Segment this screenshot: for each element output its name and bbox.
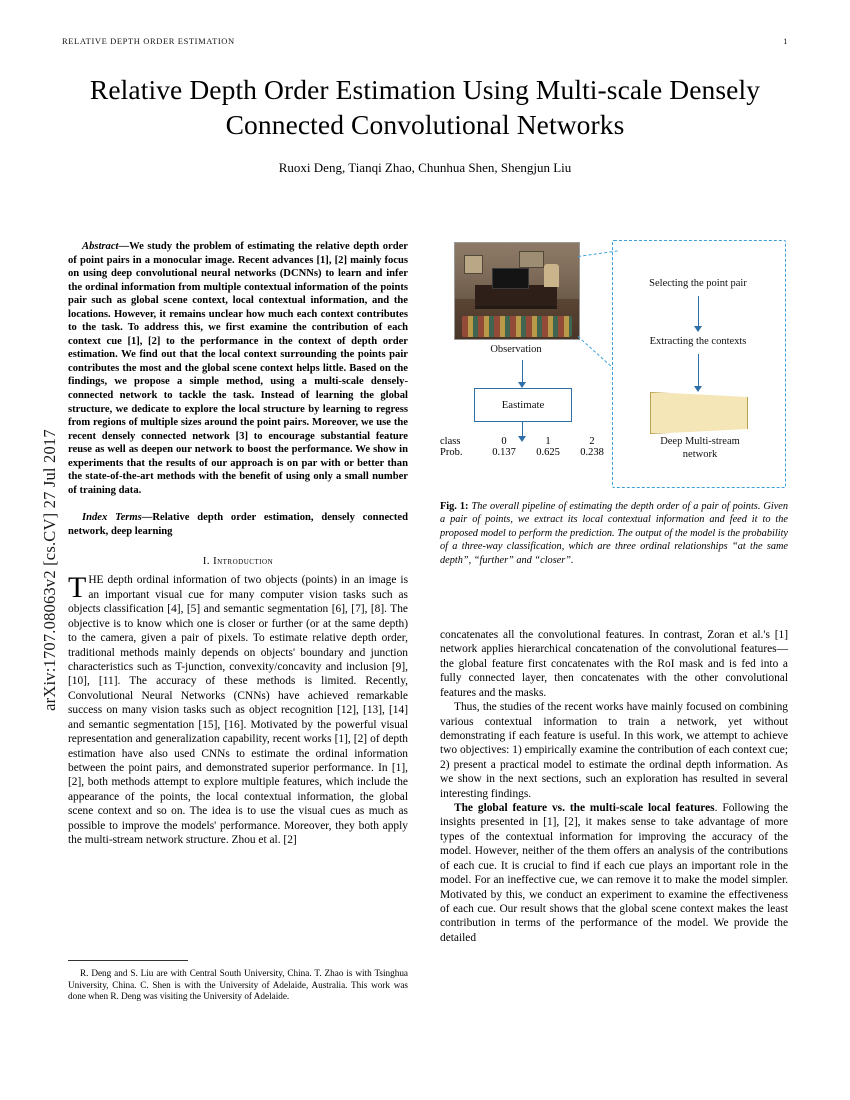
probability-value-row <box>440 447 620 458</box>
arrow-line-extracting <box>698 354 699 386</box>
dashed-connector-bottom <box>578 336 611 366</box>
intro-paragraph-text: HE depth ordinal information of two objects (points) in an image is an important visual cue for many computer vision tasks such as objects classification [4], [5] and semantic segmentation [6], [7], [8]. The objective is to know which one is closer or further (or at the same depth) to the camera, given a pair of pixels. To estimate relative depth order, traditional methods mainly depends on objects' boundary and junction characteristics such as T-junction, convexity/concavity and inclusion [9], [10], [11]. The accuracy of these methods is limited. Recently, Convolutional Neural Networks (CNNs) have achieved remarkable success on many vision tasks such as object recognition [12], [13], [14] and semantic segmentation [15], [16]. Motivated by the powerful visual representation and generalization capability, recent works [1], [2] of depth estimation have also used CNNs to estimate the ordinal information between the point pairs, and demonstrated superior performance. In [1], [2], both methods attempt to explore multiple features, which include the appearance of the points, the local contextual information, the global scene context and so on. The idea is to use the visual cues as much as possible to improve the models' performance. Moreover, they both apply the multi-stream network structure. Zhou et al. [2] <box>68 574 408 847</box>
figure-caption <box>440 500 788 567</box>
abstract-paragraph <box>68 240 408 497</box>
index-terms <box>68 511 408 538</box>
class-value-1: 1 <box>545 436 551 447</box>
extracting-contexts-label: Extracting the contexts <box>649 336 747 347</box>
prob-value-1: 0.625 <box>536 447 560 458</box>
selecting-point-pair-label: Selecting the point pair <box>649 278 747 289</box>
probability-table <box>440 436 620 458</box>
index-terms-dash: — <box>141 512 153 524</box>
photo-monitor <box>492 268 529 289</box>
probability-class-row <box>440 436 620 447</box>
right-paragraph-3 <box>440 801 788 945</box>
figure-1 <box>440 240 788 490</box>
arxiv-stamp: arXiv:1707.08063v2 [cs.CV] 27 Jul 2017 <box>40 429 59 711</box>
abstract-dash: — <box>118 241 130 252</box>
prob-value-2: 0.238 <box>580 447 604 458</box>
arrow-line-estimate-to-probs <box>522 422 523 436</box>
figure-canvas <box>440 240 788 490</box>
observation-label: Observation <box>490 344 542 355</box>
index-terms-lead: Index Terms <box>82 512 142 524</box>
photo-picture-left <box>464 255 483 274</box>
observation-photo <box>454 242 580 340</box>
figure-number: Fig. 1: <box>440 501 469 512</box>
deep-network-label-line1: Deep Multi-stream <box>660 436 740 447</box>
left-column <box>68 240 408 848</box>
arrow-line-selecting <box>698 296 699 326</box>
network-trapezoid-shape <box>650 392 748 434</box>
right-paragraph-1: concatenates all the convolutional features. In contrast, Zoran et al.'s [1] network applies hierarchical concatenation of the convolutional features—the global feature first concatenates with the RoI mask and is fed into a fully connected layer, then concatenates with the other convolutional features and the masks. <box>440 629 788 699</box>
photo-rug <box>462 316 571 337</box>
class-row-label: class <box>440 436 461 447</box>
photo-lamp <box>544 264 559 287</box>
running-head-left: RELATIVE DEPTH ORDER ESTIMATION <box>62 36 235 46</box>
arrow-line-observation-to-estimate <box>522 360 523 382</box>
abstract-text: We study the problem of estimating the relative depth order of point pairs in a monocular image. Recent advances [1], [2] mainly focus on using deep convolutional neural networks (DCNNs) to learn and infer the ordinal information from multiple contextual information of the points pair such as global scene context, local contextual information, and the locations. However, it remains unclear how much each context contributes to the task. To address this, we first examine the contribution of each context cue [1], [2] to the performance in the context of depth order estimation. We find out that the local context surrounding the points pair contributes the most and the global scene context helps little. Based on the findings, we propose a simple method, using a multi-scale densely-connected network to tackle the task. Instead of learning the global structure, we dedicate to explore the local structure by learning to regress from regions of multiple sizes around the point pairs. Moreover, we use the recent densely connected network [3] to encourage substantial feature reuse as well as deepen our network to boost the performance. We show in experiments that the results of our approach is on par with or better than the state-of-the-art methods with the benefit of using only a small number of training data. <box>68 241 408 496</box>
class-value-0: 0 <box>501 436 507 447</box>
running-head-right: 1 <box>783 36 788 46</box>
footnote-affiliations: R. Deng and S. Liu are with Central South University, China. T. Zhao is with Tsinghua University, China. C. Shen is with the University of Adelaide, Australia. This work was done when R. Deng was visiting the University of Adelaide. <box>68 968 408 1002</box>
arrow-head-selecting <box>694 326 702 332</box>
estimate-box: Eastimate <box>474 388 572 422</box>
running-head <box>62 36 788 46</box>
right-paragraph-2: Thus, the studies of the recent works have mainly focused on combining various contextual information to train a network, yet without demonstrating if each feature is useful. In this work, we attempt to achieve two objectives: 1) empirically examine the contribution of each context cue; 2) present a practical model to estimate the ordinal depth information. As we show in the next sections, such an exploration has resulted in several interesting findings. <box>440 701 788 800</box>
arrow-head-observation-to-estimate <box>518 382 526 388</box>
right-paragraph-3-lead: The global feature vs. the multi-scale local features <box>454 802 715 815</box>
right-column <box>440 628 788 945</box>
page-title: Relative Depth Order Estimation Using Multi-scale Densely Connected Convolutional Networks <box>89 74 761 141</box>
prob-row-label: Prob. <box>440 447 463 458</box>
right-paragraph-3-text: . Following the insights presented in [1], [2], it makes sense to take advantage of more types of the contextual information for improving the accuracy of the model. However, neither of the them offers an analysis of the contributions of each cue. It is crucial to find if each cue plays an important role in the model. For an ineffective cue, we can remove it to make the model simpler. Motivated by this, we conduct an experiment to examine the effectiveness of each cue. Our result shows that the global scene context makes the least contribution in terms of the performance of the model. We provide the detailed <box>440 802 788 944</box>
abstract-lead: Abstract <box>82 241 119 252</box>
figure-caption-text: The overall pipeline of estimating the depth order of a pair of points. Given a pair of points, we extract its local contextual information and feed it to the proposed model to perform the prediction. The output of the model is the probability of a three-way classification, which are three ordinal relationships “at the same depth”, “further” and “closer”. <box>440 501 788 566</box>
section-heading-introduction: I. Introduction <box>202 556 274 568</box>
index-terms-text: Relative depth order estimation, densely connected network, deep learning <box>68 512 408 537</box>
author-list: Ruoxi Deng, Tianqi Zhao, Chunhua Shen, Shengjun Liu <box>278 160 572 175</box>
footnote-rule <box>68 960 188 961</box>
intro-paragraph <box>68 573 408 847</box>
prob-value-0: 0.137 <box>492 447 516 458</box>
arrow-head-extracting <box>694 386 702 392</box>
class-value-2: 2 <box>589 436 595 447</box>
photo-picture-right <box>519 251 543 268</box>
deep-network-label-line2: network <box>682 449 718 460</box>
drop-cap: T <box>68 571 87 605</box>
